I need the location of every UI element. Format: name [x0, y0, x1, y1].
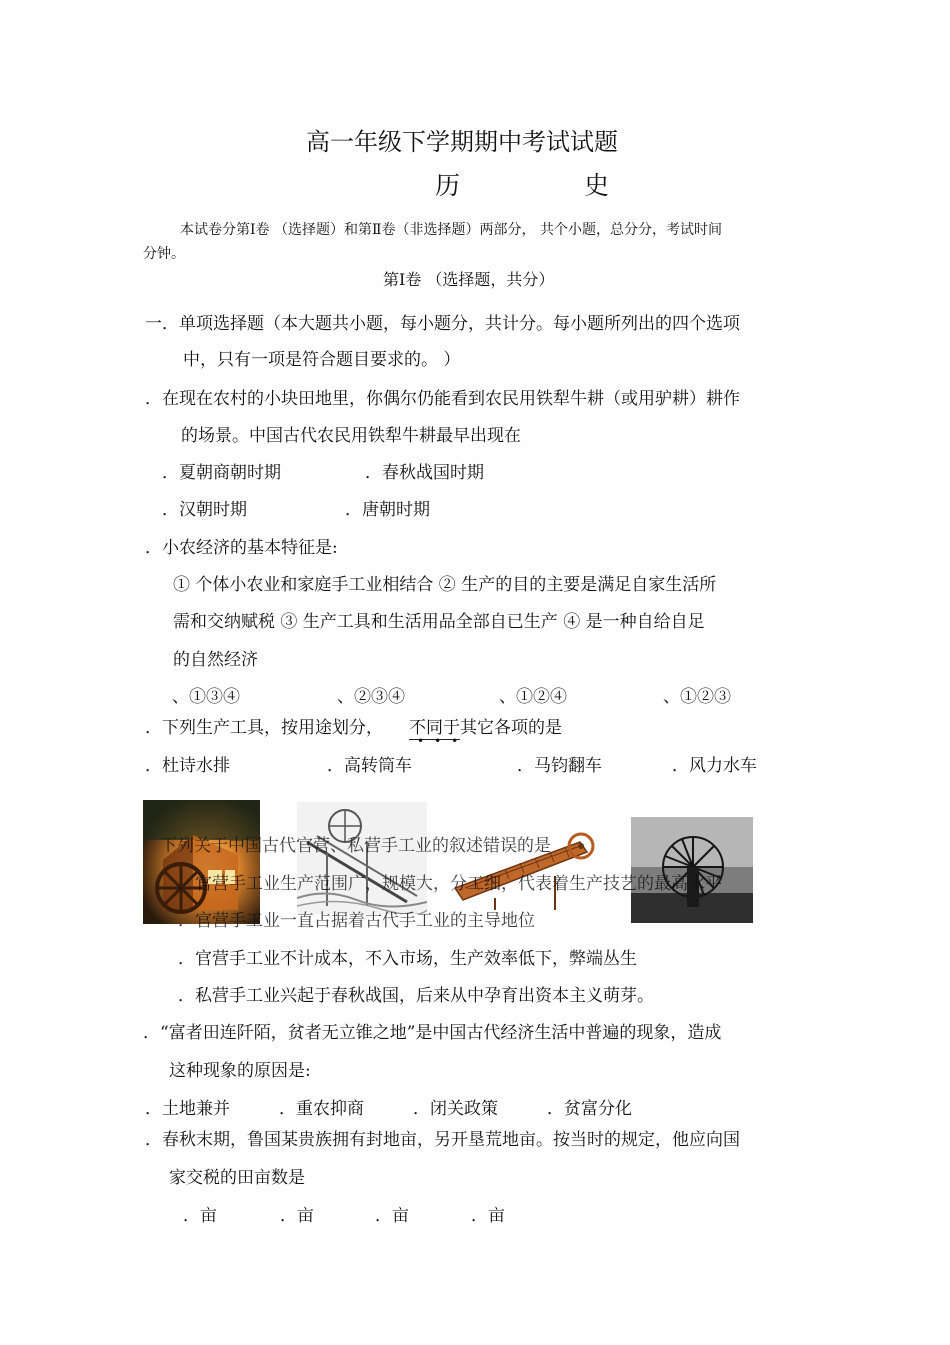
question-6-option-c[interactable]: ．亩 [375, 1206, 409, 1226]
question-1-stem: ．在现在农村的小块田地里，你偶尔仍能看到农民用铁犁牛耕（或用驴耕）耕作 [145, 389, 740, 409]
question-4-option-b[interactable]: ．官营手工业一直占据着古代手工业的主导地位 [178, 911, 535, 931]
question-3-stem-post: 其它各项的是 [460, 718, 562, 738]
question-2-option-c[interactable]: 、①②④ [499, 687, 567, 707]
question-3-option-a[interactable]: ．杜诗水排 [145, 756, 230, 776]
question-1-stem-cont: 的场景。中国古代农民用铁犁牛耕最早出现在 [181, 426, 521, 446]
water-wheel-photo-icon [143, 800, 260, 924]
chain-pump-sketch-icon [297, 802, 427, 914]
question-4-option-d[interactable]: ．私营手工业兴起于春秋战国，后来从中孕育出资本主义萌芽。 [178, 986, 654, 1006]
question-2-item-line2: 需和交纳赋税 ③ 生产工具和生活用品全部自已生产 ④ 是一种自给自足 [173, 612, 705, 632]
question-5-stem: ．“富者田连阡陌，贫者无立锥之地”是中国古代经济生活中普遍的现象，造成 [143, 1023, 722, 1043]
question-4-option-a[interactable]: ．官营手工业生产范围广，规模大，分工细，代表着生产技艺的最高水平 [178, 874, 722, 894]
question-6-option-b[interactable]: ．亩 [280, 1206, 314, 1226]
question-5-option-a[interactable]: ．土地兼并 [145, 1099, 230, 1119]
square-pallet-pump-drawing-icon [455, 818, 595, 910]
question-3-stem-pre: ．下列生产工具，按用途划分， [145, 718, 383, 738]
question-3-option-d[interactable]: ．风力水车 [672, 756, 757, 776]
intro-text: 本试卷分第Ⅰ卷 （选择题）和第Ⅱ卷（非选择题）两部分， 共个小题，总分分，考试时间 [180, 222, 722, 238]
intro-text-cont: 分钟。 [143, 246, 185, 262]
question-6-option-a[interactable]: ．亩 [183, 1206, 217, 1226]
question-2-option-d[interactable]: 、①②③ [663, 687, 731, 707]
question-1-option-a[interactable]: ．夏朝商朝时期 [162, 463, 281, 483]
question-2-item-line1: ① 个体小农业和家庭手工业相结合 ② 生产的目的主要是满足自家生活所 [173, 575, 717, 595]
question-1-option-c[interactable]: ．汉朝时期 [162, 500, 247, 520]
question-4-option-c[interactable]: ．官营手工业不计成本，不入市场，生产效率低下，弊端丛生 [178, 949, 637, 969]
question-3-emphasis: 不同于 [409, 718, 460, 738]
question-5-option-d[interactable]: ．贫富分化 [547, 1099, 632, 1119]
question-5-stem-cont: 这种现象的原因是: [169, 1061, 311, 1081]
part-heading: 第Ⅰ卷 （选择题，共分） [383, 270, 555, 289]
question-6-stem-cont: 家交税的田亩数是 [169, 1168, 305, 1188]
question-1-option-b[interactable]: ．春秋战国时期 [365, 463, 484, 483]
subject-title: 历 史 [435, 171, 667, 200]
windmill-wheel-photo-icon [631, 817, 753, 923]
question-2-option-b[interactable]: 、②③④ [337, 687, 405, 707]
question-3-option-b[interactable]: ．高转筒车 [327, 756, 412, 776]
question-2-item-line3: 的自然经济 [173, 650, 258, 670]
question-3-stem [145, 718, 562, 738]
question-6-option-d[interactable]: ．亩 [471, 1206, 505, 1226]
page-title: 高一年级下学期期中考试试题 [306, 128, 618, 156]
question-3-option-c[interactable]: ．马钧翻车 [517, 756, 602, 776]
emphasis-dots: ••• [417, 734, 469, 748]
question-5-option-b[interactable]: ．重农抑商 [279, 1099, 364, 1119]
question-5-option-c[interactable]: ．闭关政策 [413, 1099, 498, 1119]
question-2-option-a[interactable]: 、①③④ [172, 687, 240, 707]
question-2-stem: ．小农经济的基本特征是: [145, 538, 338, 558]
section-heading-cont: 中，只有一项是符合题目要求的。 ） [183, 350, 461, 370]
question-1-option-d[interactable]: ．唐朝时期 [345, 500, 430, 520]
question-6-stem: ．春秋末期，鲁国某贵族拥有封地亩，另开垦荒地亩。按当时的规定，他应向国 [145, 1130, 740, 1150]
section-heading: 一．单项选择题（本大题共小题，每小题分，共计分。每小题所列出的四个选项 [145, 314, 740, 334]
question-4-stem: 下列关于中国古代官营、私营手工业的叙述错误的是 [160, 836, 551, 856]
